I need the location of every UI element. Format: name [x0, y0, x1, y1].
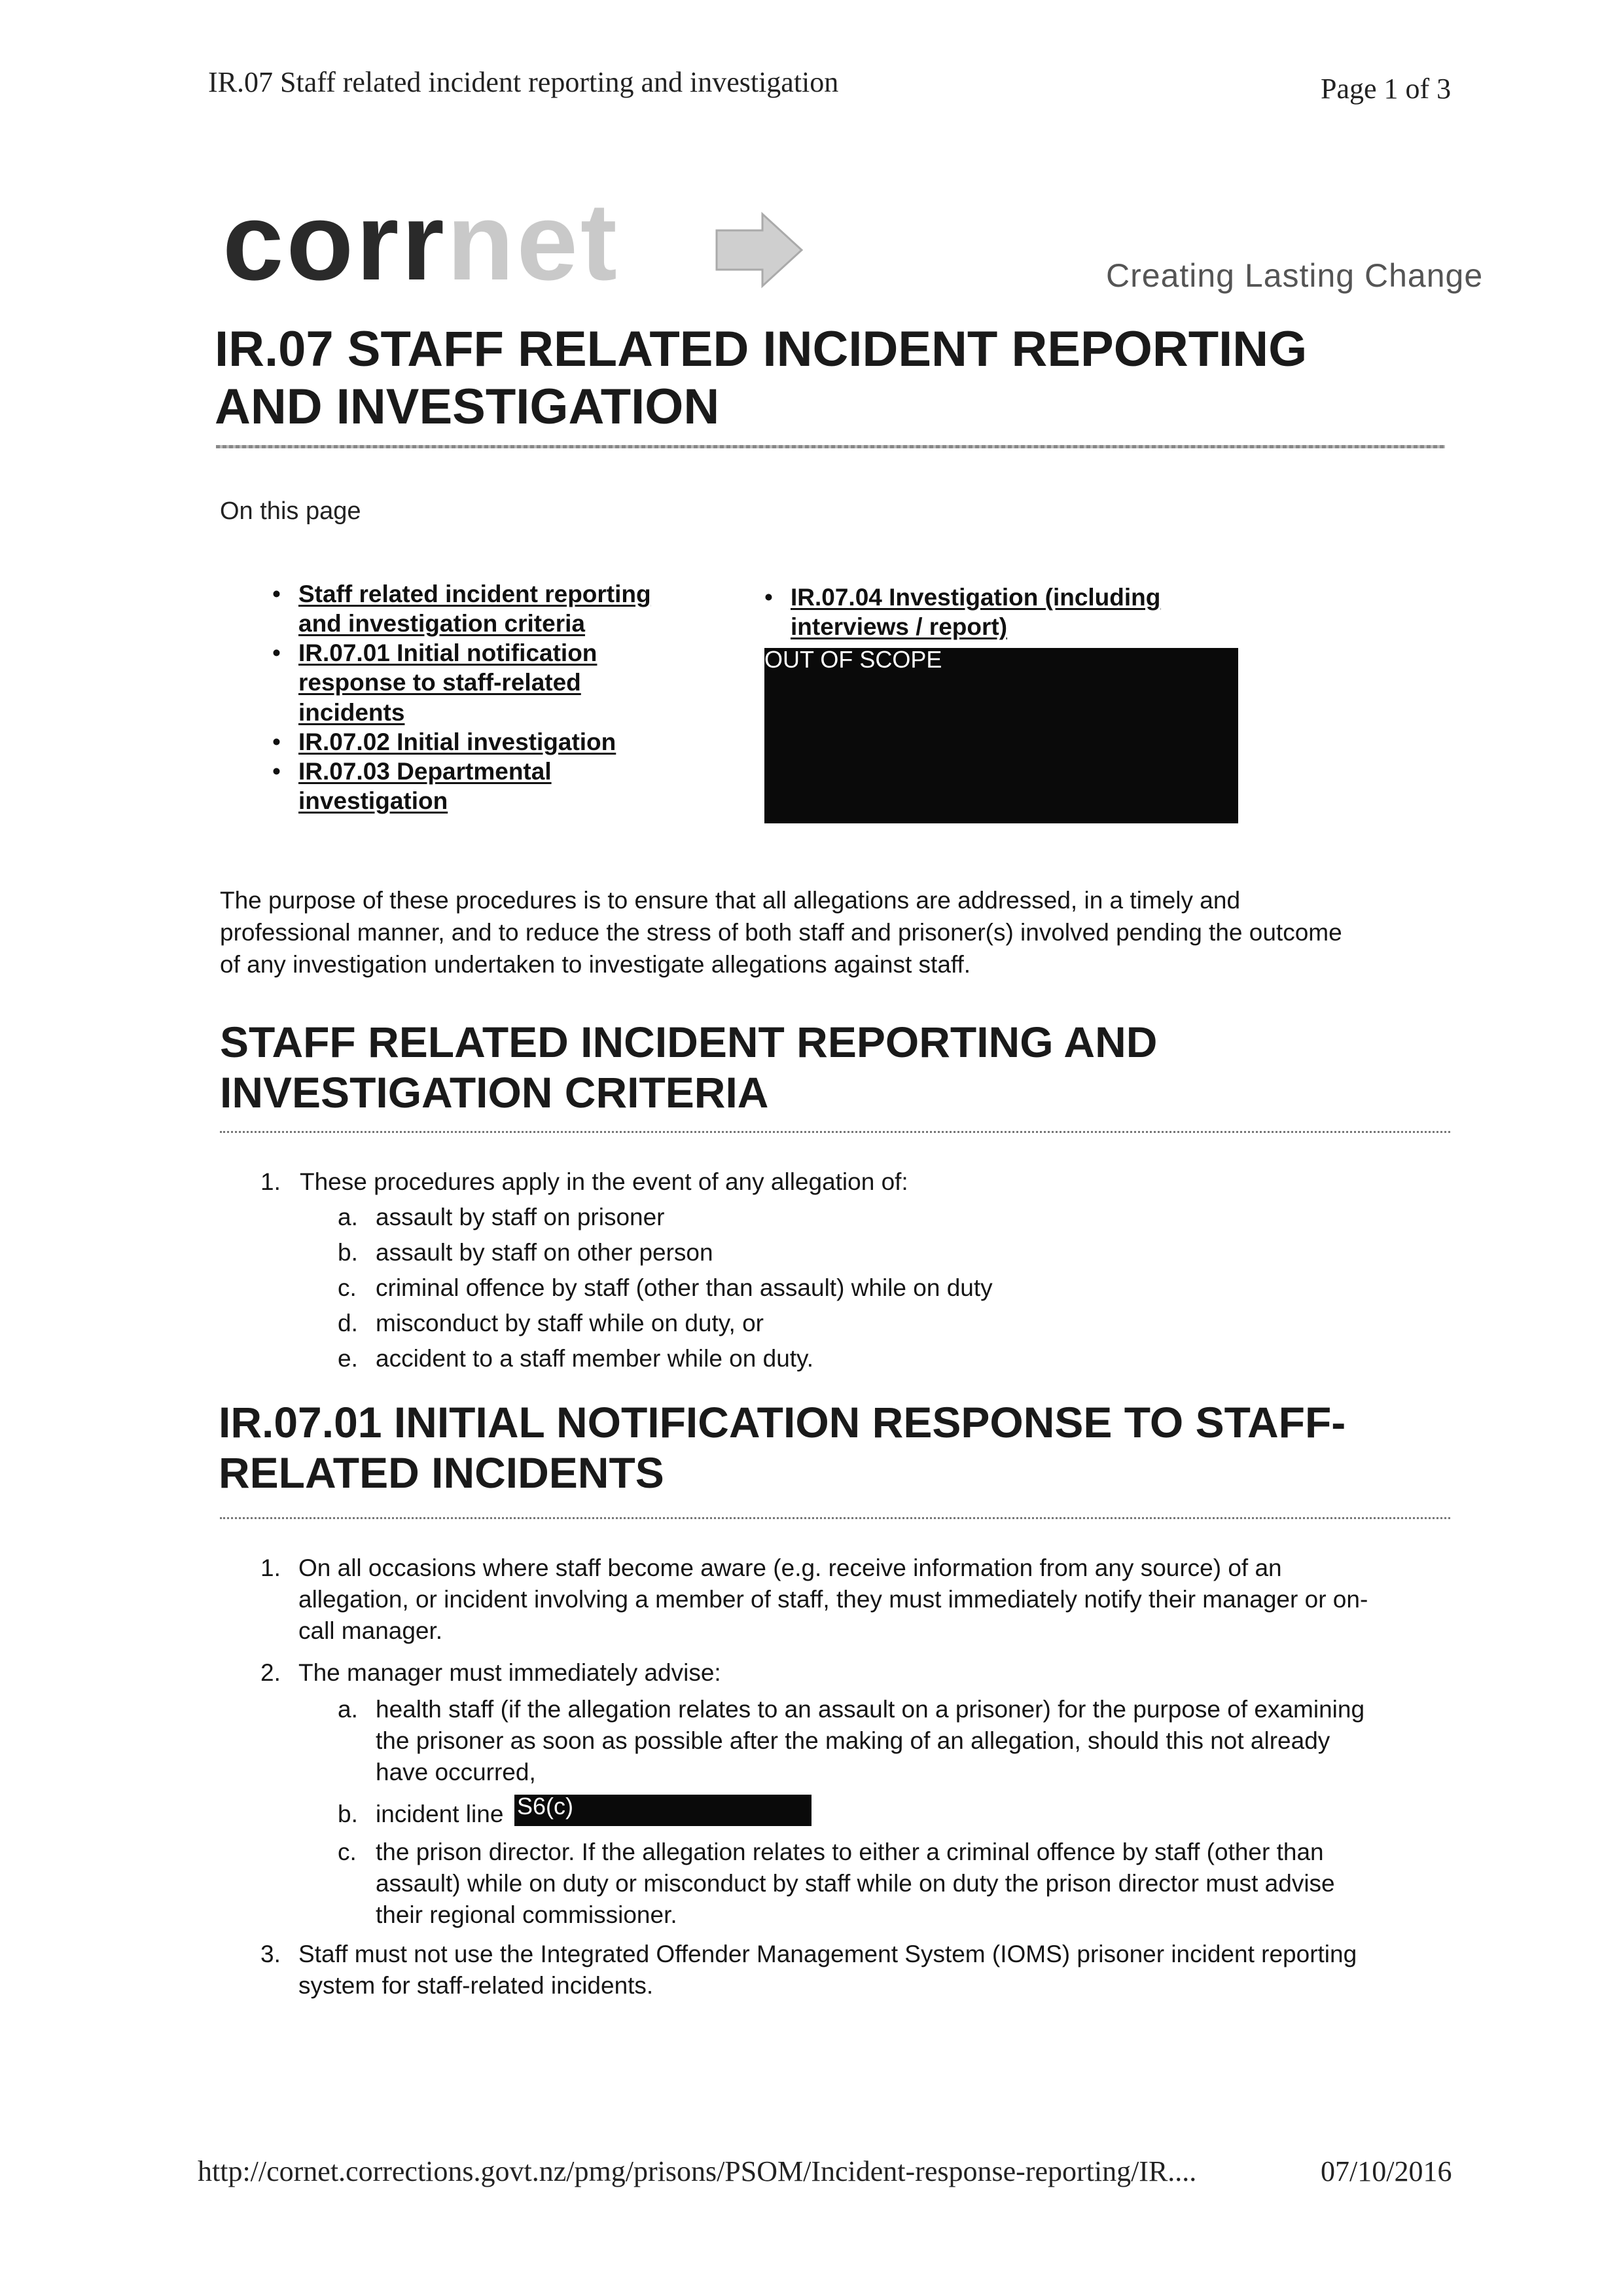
notification-sub-c-line2: assault) while on duty or misconduct by staff while on duty the prison director must advise: [376, 1870, 1335, 1897]
toc-link-ir0702-l1[interactable]: IR.07.02 Initial investigation: [298, 728, 616, 755]
page-header-title: IR.07 Staff related incident reporting and investigation: [208, 66, 839, 98]
logo-arrow-icon: [710, 211, 808, 289]
criteria-sub-c-letter: c.: [338, 1274, 357, 1301]
toc-link-ir0701-l2[interactable]: response to staff-related: [298, 669, 581, 696]
on-this-page-label: On this page: [220, 497, 361, 525]
toc-link-ir0704-l2[interactable]: interviews / report): [791, 613, 1008, 641]
notification-item-2: The manager must immediately advise:: [298, 1659, 721, 1686]
toc-link-ir0701-l3[interactable]: incidents: [298, 698, 405, 726]
logo-text-part2: net: [446, 180, 620, 303]
criteria-sub-e-letter: e.: [338, 1345, 358, 1372]
purpose-paragraph: [220, 885, 1463, 980]
notification-heading-line1: IR.07.01 INITIAL NOTIFICATION RESPONSE TO STAFF-: [219, 1398, 1346, 1446]
notification-sub-a-line3: have occurred,: [376, 1759, 536, 1786]
page-number: Page 1 of 3: [1321, 73, 1452, 105]
toc-link-ir0701-l1[interactable]: IR.07.01 Initial notification: [298, 639, 597, 667]
redaction-s6c-label: S6(c): [517, 1793, 574, 1820]
criteria-heading: [220, 1017, 1463, 1117]
toc-link-ir0703-l1[interactable]: IR.07.03 Departmental: [298, 757, 552, 785]
page-title: [215, 321, 1458, 436]
notification-item-3-line2: system for staff-related incidents.: [298, 1972, 654, 2000]
criteria-sub-d-letter: d.: [338, 1310, 358, 1336]
notification-item-1-line2: allegation, or incident involving a member of staff, they must immediately notify their manager or on-: [298, 1586, 1368, 1613]
redaction-box-s6c: [514, 1795, 812, 1826]
criteria-sub-e: accident to a staff member while on duty.: [376, 1345, 814, 1372]
toc-left: [298, 579, 704, 816]
notification-item-1: [298, 1552, 1463, 1647]
criteria-sub-c: criminal offence by staff (other than assault) while on duty: [376, 1274, 993, 1301]
notification-item-3: [298, 1939, 1463, 2001]
notification-item-1-line3: call manager.: [298, 1617, 443, 1645]
criteria-item-1-number: 1.: [260, 1168, 281, 1195]
criteria-divider: [220, 1131, 1450, 1133]
notification-sub-c-line1: the prison director. If the allegation relates to either a criminal offence by staff (other than: [376, 1839, 1324, 1865]
notification-sub-b: incident line: [376, 1801, 504, 1827]
toc-link-ir0702[interactable]: [298, 727, 704, 757]
page-title-line2: AND INVESTIGATION: [215, 379, 720, 435]
redaction-label: OUT OF SCOPE: [764, 646, 942, 673]
notification-heading: [219, 1397, 1475, 1498]
toc-link-criteria[interactable]: [298, 579, 704, 638]
notification-sub-a-line1: health staff (if the allegation relates to an assault on a prisoner) for the purpose of examining: [376, 1696, 1365, 1723]
criteria-sub-b-letter: b.: [338, 1239, 358, 1266]
notification-item-2-number: 2.: [260, 1659, 281, 1686]
toc-link-ir0701[interactable]: [298, 638, 704, 726]
notification-sub-c-letter: c.: [338, 1839, 357, 1865]
footer-date: 07/10/2016: [1321, 2155, 1452, 2187]
notification-sub-a: [376, 1694, 1475, 1788]
toc-link-ir0703-l2[interactable]: investigation: [298, 787, 448, 814]
redaction-box-out-of-scope: [764, 648, 1238, 823]
logo-tagline: Creating Lasting Change: [1106, 257, 1484, 294]
notification-item-1-number: 1.: [260, 1554, 281, 1581]
toc-link-ir0704[interactable]: [791, 583, 1249, 641]
toc-link-ir0704-l1[interactable]: IR.07.04 Investigation (including: [791, 584, 1161, 611]
notification-item-1-line1: On all occasions where staff become aware (e.g. receive information from any source) of an: [298, 1554, 1282, 1581]
notification-heading-line2: RELATED INCIDENTS: [219, 1448, 664, 1497]
notification-sub-b-letter: b.: [338, 1801, 358, 1827]
purpose-line2: professional manner, and to reduce the stress of both staff and prisoner(s) involved pending the outcome: [220, 918, 1342, 946]
notification-item-3-line1: Staff must not use the Integrated Offender Management System (IOMS) prisoner incident reporting: [298, 1941, 1357, 1967]
toc-link-criteria-l1[interactable]: Staff related incident reporting: [298, 581, 651, 607]
notification-divider: [220, 1517, 1450, 1519]
criteria-sub-a-letter: a.: [338, 1204, 358, 1230]
criteria-sub-d: misconduct by staff while on duty, or: [376, 1310, 764, 1336]
toc-link-criteria-l2[interactable]: and investigation criteria: [298, 610, 585, 637]
purpose-line3: of any investigation undertaken to investigate allegations against staff.: [220, 950, 971, 978]
title-divider: [216, 445, 1445, 448]
footer-url: http://cornet.corrections.govt.nz/pmg/prisons/PSOM/Incident-response-reporting/IR....: [198, 2155, 1197, 2187]
criteria-item-1: These procedures apply in the event of any allegation of:: [300, 1168, 908, 1195]
notification-item-3-number: 3.: [260, 1941, 281, 1967]
toc-link-ir0703[interactable]: [298, 757, 704, 816]
page-title-line1: IR.07 STAFF RELATED INCIDENT REPORTING: [215, 321, 1308, 377]
notification-sub-c: [376, 1837, 1475, 1931]
toc-right: [791, 583, 1249, 641]
notification-sub-a-letter: a.: [338, 1696, 358, 1723]
logo-text-part1: corr: [223, 180, 447, 303]
purpose-line1: The purpose of these procedures is to ensure that all allegations are addressed, in a timely and: [220, 887, 1241, 914]
criteria-heading-line2: INVESTIGATION CRITERIA: [220, 1067, 769, 1117]
notification-sub-c-line3: their regional commissioner.: [376, 1901, 677, 1929]
criteria-sub-a: assault by staff on prisoner: [376, 1204, 665, 1230]
criteria-heading-line1: STAFF RELATED INCIDENT REPORTING AND: [220, 1018, 1158, 1066]
notification-sub-a-line2: the prisoner as soon as possible after the making of an allegation, should this not already: [376, 1727, 1330, 1755]
criteria-sub-b: assault by staff on other person: [376, 1239, 713, 1266]
cornet-logo: [223, 180, 620, 303]
